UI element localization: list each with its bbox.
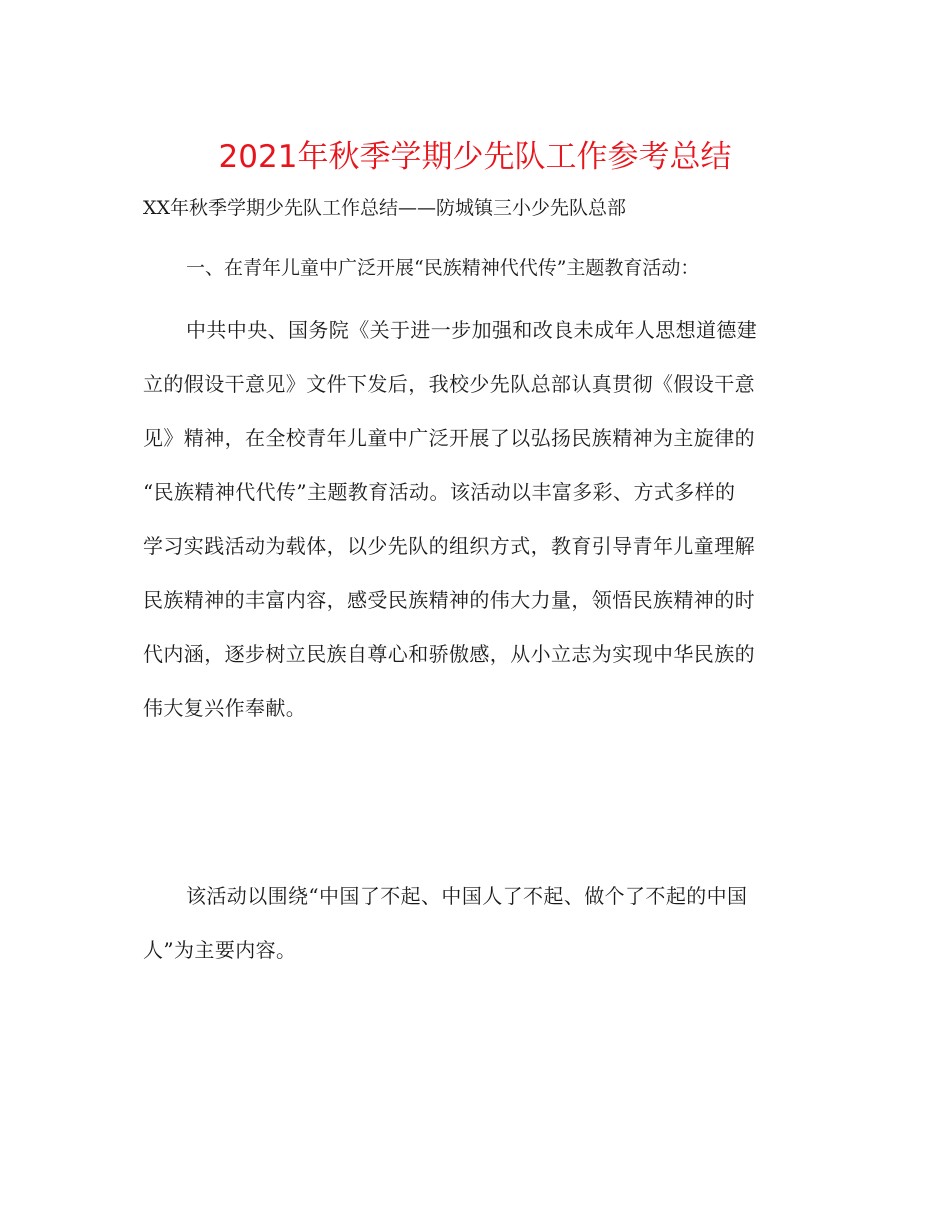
paragraph-line: 代内涵，逐步树立民族自尊心和骄傲感，从小立志为实现中华民族的 — [143, 642, 755, 666]
paragraph-line: “民族精神代代传”主题教育活动。该活动以丰富多彩、方式多样的 — [143, 480, 736, 504]
paragraph-line: 中共中央、国务院《关于进一步加强和改良未成年人思想道德建 — [186, 318, 758, 342]
paragraph-line: 人”为主要内容。 — [143, 938, 297, 962]
paragraph-line: 该活动以围绕“中国了不起、中国人了不起、做个了不起的中国 — [186, 884, 748, 908]
paragraph-1 — [143, 316, 757, 748]
paragraph-line: 民族精神的丰富内容，感受民族精神的伟大力量，领悟民族精神的时 — [143, 588, 755, 612]
paragraph-line: 见》精神，在全校青年儿童中广泛开展了以弘扬民族精神为主旋律的 — [143, 426, 755, 450]
paragraph-line: 伟大复兴作奉献。 — [143, 696, 307, 720]
paragraph-2 — [143, 882, 747, 990]
paragraph-line: 学习实践活动为载体，以少先队的组织方式，教育引导青年儿童理解 — [143, 534, 755, 558]
document-title: 2021年秋季学期少先队工作参考总结 — [218, 139, 732, 175]
document-subtitle: XX年秋季学期少先队工作总结——防城镇三小少先队总部 — [143, 197, 627, 219]
paragraph-line: 立的假设干意见》文件下发后，我校少先队总部认真贯彻《假设干意 — [143, 372, 755, 396]
section-heading: 一、在青年儿童中广泛开展“民族精神代代传”主题教育活动： — [186, 257, 700, 279]
